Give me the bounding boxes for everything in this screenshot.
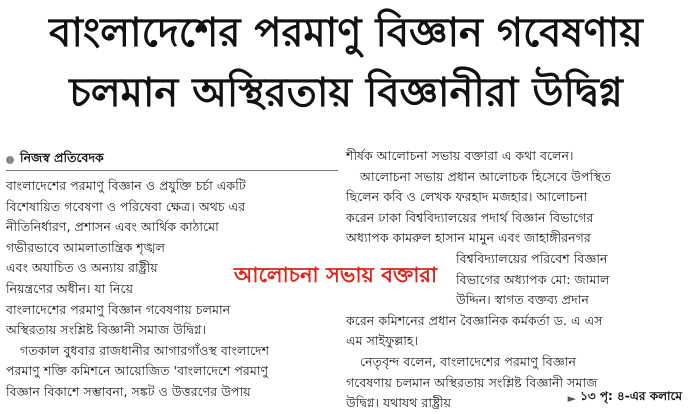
right-column-line: বিশ্ববিদ্যালয়ের পরিবেশ বিজ্ঞান (456, 250, 608, 266)
continuation-note (568, 388, 682, 408)
left-column-line: বিশেষায়িত গবেষণা ও পরিষেবা ক্ষেত্র। অথচ এর (6, 198, 246, 214)
right-column-line: ছিলেন কবি ও লেখক ফরহাদ মজহার। আলোচনা (346, 189, 588, 205)
right-column-line: উদ্দিন। স্বাগত বক্তব্য প্রদান (456, 292, 589, 308)
left-column-line: পরমাণু শক্তি কমিশনে আয়োজিত 'বাংলাদেশে পরমাণু (6, 363, 269, 379)
byline-text: নিজস্ব প্রতিবেদক (20, 150, 104, 165)
left-column-line: গতকাল বুধবার রাজধানীর আগারগাঁওস্থ বাংলাদেশ (20, 342, 270, 358)
headline-line-2: চলমান অস্থিরতায় বিজ্ঞানীরা উদ্বিগ্ন (69, 70, 623, 116)
headline-line-1: বাংলাদেশের পরমাণু বিজ্ঞান গবেষণায় (49, 10, 643, 56)
left-column-line: নিয়ন্ত্রণের অধীন। যা নিয়ে (6, 280, 133, 296)
arrow-icon: ► (567, 391, 577, 405)
right-column-line: নেতৃবৃন্দ বলেন, বাংলাদেশের পরমাণু বিজ্ঞান (360, 353, 576, 369)
left-column-line: বাংলাদেশের পরমাণু বিজ্ঞান ও প্রযুক্তি চর্চা একটি (6, 178, 246, 193)
right-column-line: গবেষণায় চলমান অস্থিরতায় সংশ্লিষ্ট বিজ্ঞানী সমাজ (346, 374, 598, 390)
left-column-line: বিজ্ঞান বিকাশে সম্ভাবনা, সঙ্কট ও উত্তরণের উপায় (6, 383, 251, 399)
left-column-line: বাংলাদেশের পরমাণু বিজ্ঞান গবেষণায় চলমান (6, 301, 231, 317)
continuation-text: ১৩ পৃ: ৪-এর কলামে (580, 389, 682, 403)
pull-quote: আলোচনা সভায় বক্তারা (224, 257, 447, 296)
right-column-line: উদ্বিগ্ন। যথাযথ রাষ্ট্রীয় (346, 395, 452, 411)
right-column-line: করেন কমিশনের প্রধান বৈজ্ঞানিক কর্মকর্তা ড. এ এস (346, 312, 603, 328)
left-column-line: নীতিনির্ধারণ, প্রশাসন এবং আর্থিক কাঠামো (6, 219, 219, 235)
right-column-line: বিভাগের অধ্যাপক মো: জামাল (456, 271, 610, 287)
right-column-line: শীর্ষক আলোচনা সভায় বক্তারা এ কথা বলেন। (346, 148, 574, 163)
right-column-line: এম সাইফুল্লাহ। (346, 333, 419, 349)
left-column-line: এবং অযাচিত ও অন্যায় রাষ্ট্রীয় (6, 260, 158, 276)
right-column-line: অধ্যাপক কামরুল হাসান মামুন এবং জাহাঙ্গীরনগর (346, 230, 591, 246)
left-column-line: গভীরভাবে আমলাতান্ত্রিক শৃঙ্খল (6, 239, 165, 255)
right-column-line: করেন ঢাকা বিশ্ববিদ্যালয়ের পদার্থ বিজ্ঞান বিভাগের (346, 209, 594, 225)
left-column-line: অস্থিরতায় সংশ্লিষ্ট বিজ্ঞানী সমাজ উদ্বিগ্ন। (6, 322, 207, 338)
byline (6, 150, 104, 170)
bullet-icon (6, 156, 14, 164)
right-column-line: আলোচনা সভায় প্রধান আলোচক হিসেবে উপস্থিত (360, 168, 611, 184)
byline-rule (6, 170, 338, 171)
